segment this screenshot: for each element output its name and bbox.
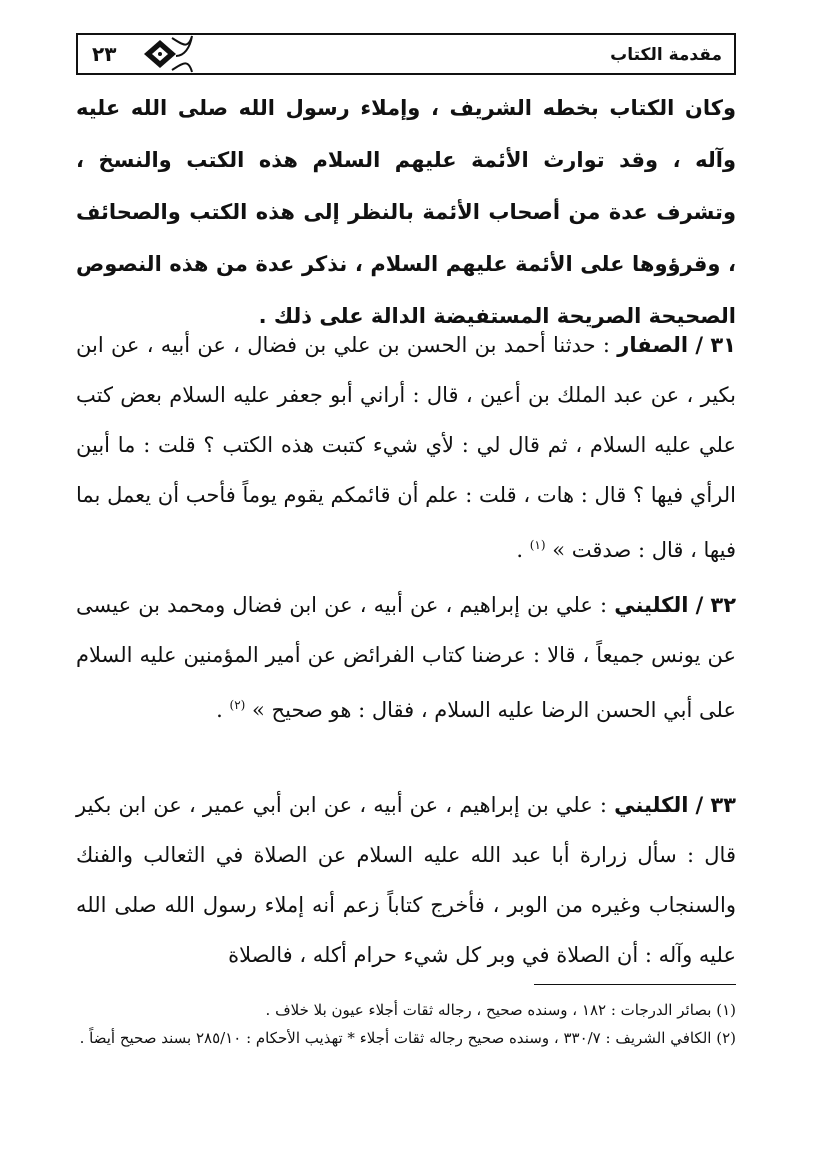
intro-paragraph: وكان الكتاب بخطه الشريف ، وإملاء رسول الله صلى الله عليه وآله ، وقد توارث الأئمة عليهم السلام هذه الكتب والنسخ ، وتشرف عدة من أصحاب الأئمة بالنظر إلى هذه الكتب والصحائف ، وقرؤوها على الأئمة عليهم السلام ، نذكر عدة من هذه النصوص الصحيحة الصريحة المستفيضة الدالة على ذلك .	[76, 96, 736, 328]
running-header	[76, 33, 736, 75]
hadith-31	[76, 320, 736, 575]
header-ornament-icon	[142, 34, 194, 74]
hadith-number: ٣٢	[710, 593, 737, 617]
hadith-separator: /	[695, 332, 704, 357]
hadith-end: .	[516, 538, 524, 562]
hadith-source: الكليني	[614, 793, 689, 817]
hadith-source: الصفار	[617, 333, 689, 357]
hadith-number: ٣١	[710, 333, 736, 357]
hadith-end: .	[216, 698, 223, 722]
page-number: ٢٣	[92, 42, 117, 66]
hadith-text: : علي بن إبراهيم ، عن أبيه ، عن ابن فضال ومحمد بن عيسى عن يونس جميعاً ، قالا : عرضنا كتاب الفرائض عن أمير المؤمنين عليه السلام على أبي الحسن الرضا عليه السلام ، فقال : هو صحيح »	[76, 593, 736, 722]
footnotes	[76, 996, 736, 1052]
hadith-separator: /	[695, 792, 704, 817]
hadith-number: ٣٣	[710, 793, 736, 817]
hadith-separator: /	[695, 592, 704, 617]
hadith-source: الكليني	[614, 593, 689, 617]
chapter-title: مقدمة الكتاب	[610, 45, 722, 65]
footnote-2: (٢) الكافي الشريف : ٣٣٠/٧ ، وسنده صحيح رجاله ثقات أجلاء * تهذيب الأحكام : ٢٨٥/١٠ بسند صحيح أيضاً .	[79, 1029, 736, 1047]
footnote-divider	[534, 984, 736, 985]
hadith-text: : حدثنا أحمد بن الحسن بن علي بن فضال ، عن أبيه ، عن ابن بكير ، عن عبد الملك بن أعين ، قال : أراني أبو جعفر عليه السلام بعض كتب علي عليه السلام ، ثم قال لي : لأي شيء كتبت هذه الكتب ؟ قلت : ما أبين الرأي فيها ؟ قال : هات ، قلت : علم أن قائمكم يقوم يوماً فأحب أن يعمل بما فيها ، قال : صدقت »	[76, 333, 736, 562]
footnote-ref[interactable]: (٢)	[229, 698, 246, 712]
footnote-ref[interactable]: (١)	[529, 538, 546, 552]
footnote-1: (١) بصائر الدرجات : ١٨٢ ، وسنده صحيح ، رجاله ثقات أجلاء عيون بلا خلاف .	[265, 1001, 736, 1019]
hadith-33	[76, 780, 736, 980]
hadith-text: : علي بن إبراهيم ، عن أبيه ، عن ابن أبي عمير ، عن ابن بكير قال : سأل زرارة أبا عبد الله عليه السلام عن الصلاة في الثعالب والفنك والسنجاب وغيره من الوبر ، فأخرج كتاباً زعم أنه إملاء رسول الله صلى الله عليه وآله : أن الصلاة في وبر كل شيء حرام أكله ، فالصلاة	[76, 793, 736, 967]
hadith-32	[76, 580, 736, 735]
